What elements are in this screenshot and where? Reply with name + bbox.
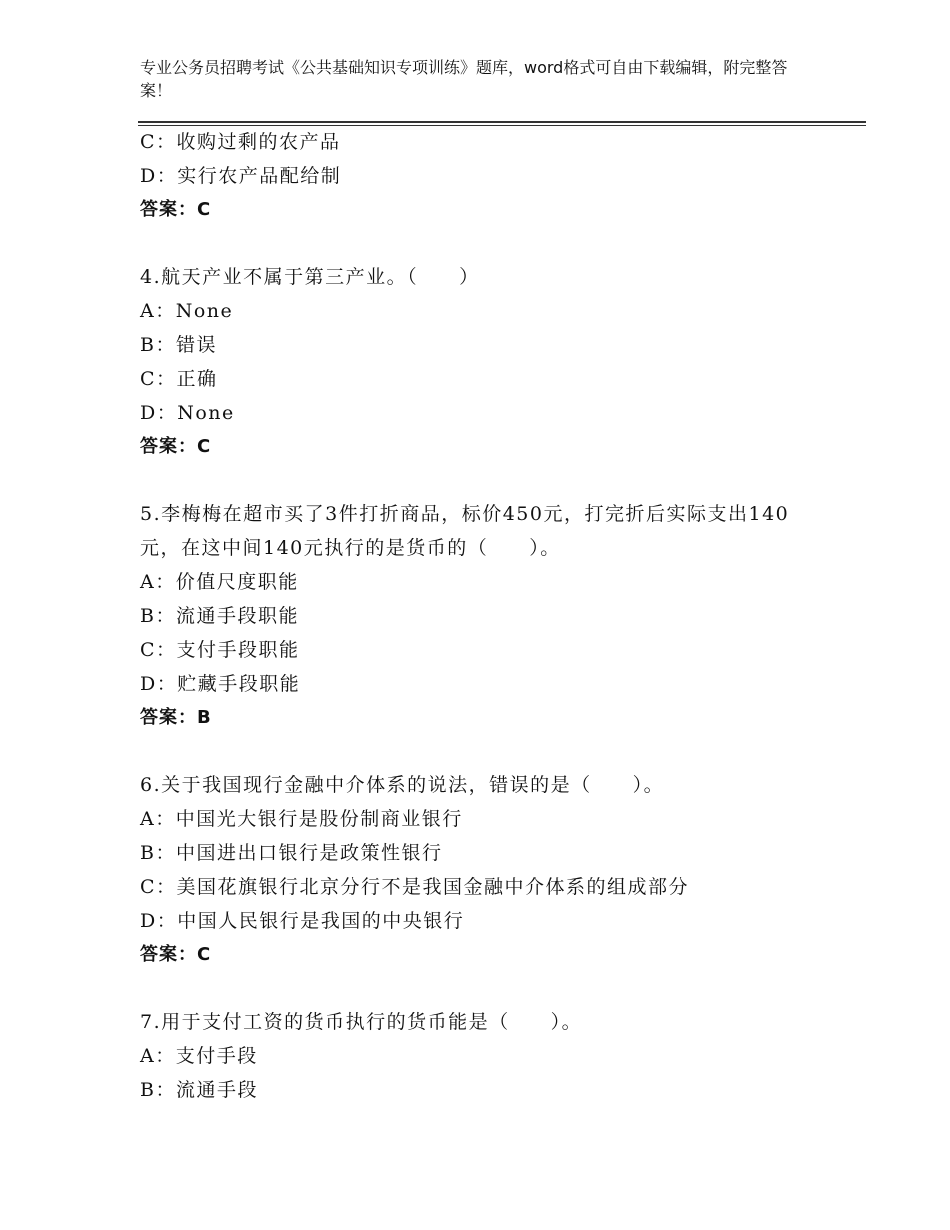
option-c: C：支付手段职能 xyxy=(140,639,300,661)
option-c: C：美国花旗银行北京分行不是我国金融中介体系的组成部分 xyxy=(140,876,690,898)
answer-label: 答案：B xyxy=(140,707,212,728)
option-a: A：价值尺度职能 xyxy=(140,571,299,593)
answer-label: 答案：C xyxy=(140,944,212,965)
spacer xyxy=(140,972,830,1005)
spacer xyxy=(140,735,830,768)
page-header: 专业公务员招聘考试《公共基础知识专项训练》题库，word格式可自由下载编辑，附完整答案！ xyxy=(140,58,788,100)
option-d: D：中国人民银行是我国的中央银行 xyxy=(140,910,465,932)
option-d: D：None xyxy=(140,402,235,424)
question-stem: 6.关于我国现行金融中介体系的说法，错误的是（ ）。 xyxy=(140,774,665,796)
question-block-5 xyxy=(140,497,830,735)
option-d: D：实行农产品配给制 xyxy=(140,165,342,187)
answer-label: 答案：C xyxy=(140,436,212,457)
question-block-4 xyxy=(140,260,830,464)
option-b: B：错误 xyxy=(140,334,217,356)
answer-label: 答案：C xyxy=(140,199,212,220)
question-stem: 4.航天产业不属于第三产业。（ ） xyxy=(140,266,480,288)
question-block-6 xyxy=(140,768,830,972)
option-d: D：贮藏手段职能 xyxy=(140,673,301,695)
option-b: B：中国进出口银行是政策性银行 xyxy=(140,842,443,864)
option-c: C：正确 xyxy=(140,368,218,390)
spacer xyxy=(140,464,830,497)
option-c: C：收购过剩的农产品 xyxy=(140,131,341,153)
question-block-7 xyxy=(140,1005,830,1107)
option-a: A：中国光大银行是股份制商业银行 xyxy=(140,808,463,830)
option-b: B：流通手段 xyxy=(140,1079,258,1101)
option-a: A：None xyxy=(140,300,234,322)
option-b: B：流通手段职能 xyxy=(140,605,299,627)
question-stem: 5.李梅梅在超市买了3件打折商品，标价450元，打完折后实际支出140元，在这中间140元执行的是货币的（ ）。 xyxy=(140,503,790,559)
question-block-3 xyxy=(140,125,830,227)
spacer xyxy=(140,227,830,260)
option-a: A：支付手段 xyxy=(140,1045,258,1067)
question-stem: 7.用于支付工资的货币执行的货币能是（ ）。 xyxy=(140,1011,583,1033)
question-list xyxy=(140,125,830,1107)
header-divider xyxy=(138,121,866,123)
